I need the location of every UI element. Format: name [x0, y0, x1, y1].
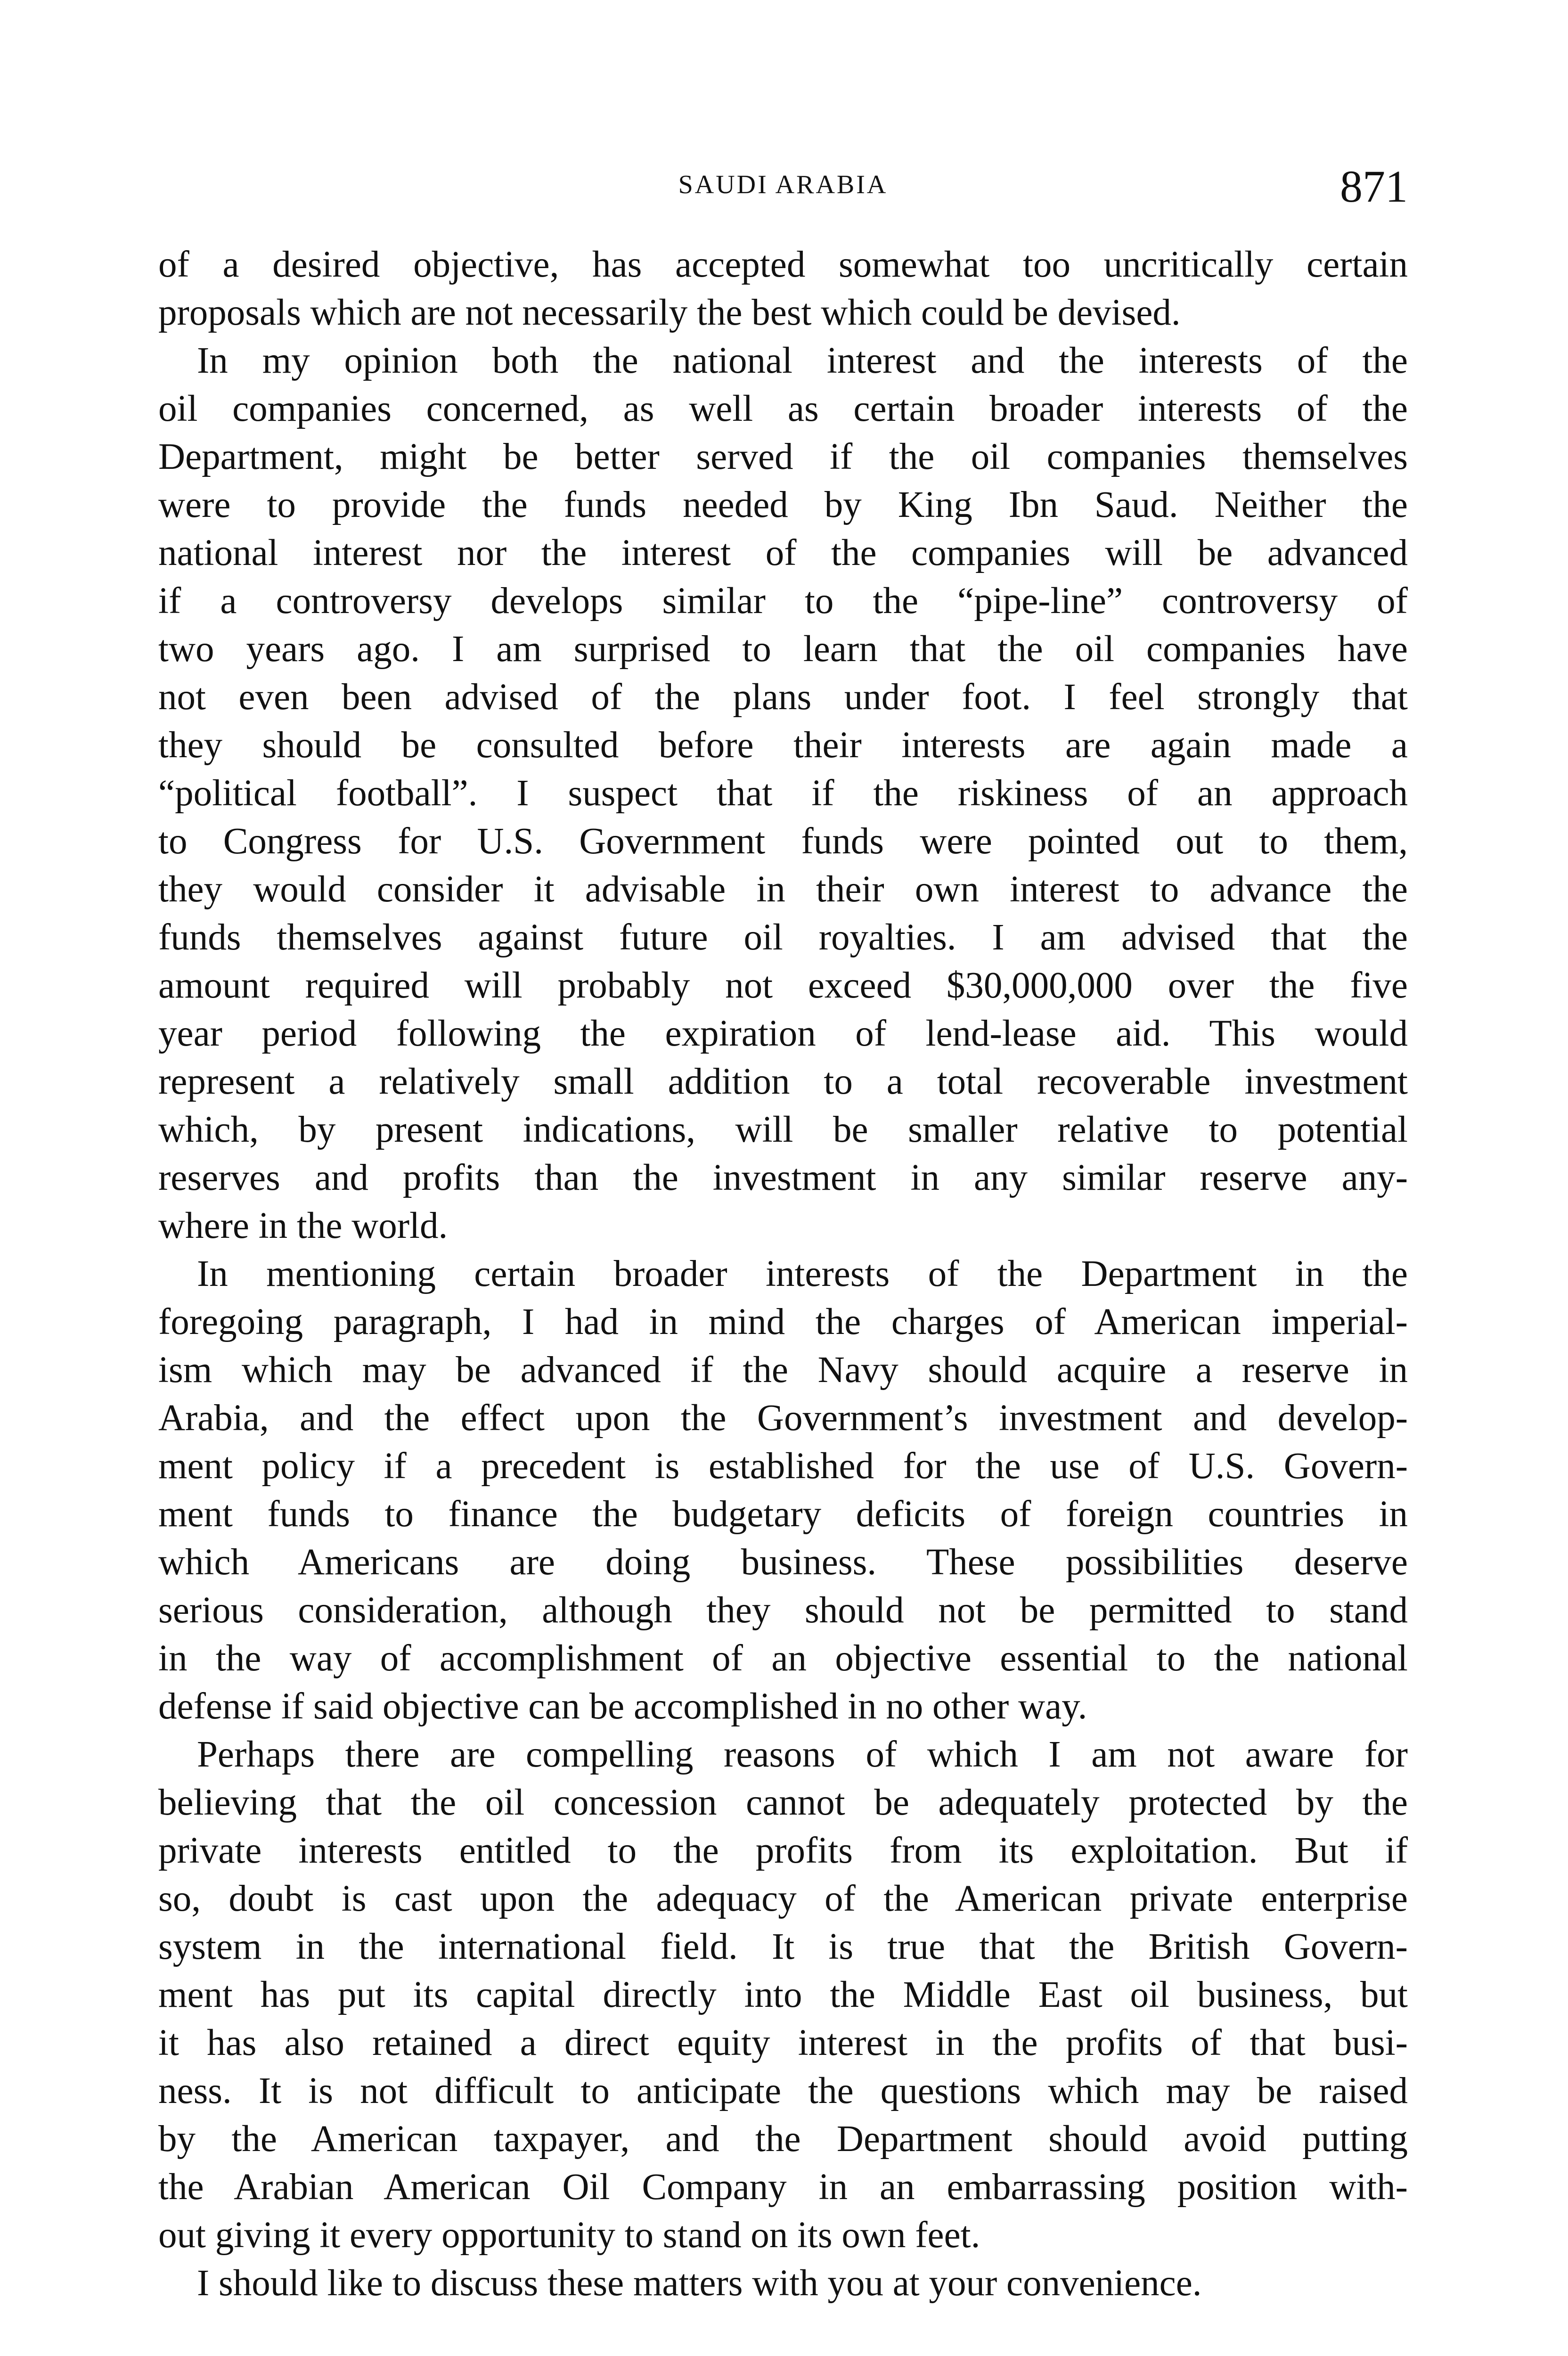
- page-number: 871: [1340, 161, 1408, 212]
- text-line: not even been advised of the plans under foot. I feel strongly that: [158, 677, 1408, 718]
- text-line: system in the international field. It is true that the British Govern-: [158, 1926, 1408, 1967]
- text-line: funds themselves against future oil royalties. I am advised that the: [158, 917, 1408, 958]
- text-line: of a desired objective, has accepted somewhat too uncritically certain: [158, 244, 1408, 285]
- paragraph: [158, 337, 1408, 1250]
- text-line: by the American taxpayer, and the Department should avoid putting: [158, 2119, 1408, 2160]
- text-line: I should like to discuss these matters with you at your convenience.: [197, 2263, 1202, 2304]
- text-line: so, doubt is cast upon the adequacy of the American private enterprise: [158, 1878, 1408, 1919]
- text-line: ment policy if a precedent is established for the use of U.S. Govern-: [158, 1446, 1408, 1487]
- paragraph: [158, 1731, 1408, 2259]
- text-line: believing that the oil concession cannot be adequately protected by the: [158, 1782, 1408, 1823]
- text-line: in the way of accomplishment of an objective essential to the national: [158, 1638, 1408, 1679]
- running-head-title: SAUDI ARABIA: [678, 170, 888, 199]
- text-line: which, by present indications, will be smaller relative to potential: [158, 1109, 1408, 1150]
- text-line: Department, might be better served if the oil companies themselves: [158, 436, 1408, 477]
- body-text: [158, 241, 1408, 2307]
- text-line: “political football”. I suspect that if the riskiness of an approach: [158, 773, 1408, 814]
- paragraph: [158, 2259, 1408, 2307]
- text-line: Perhaps there are compelling reasons of which I am not aware for: [197, 1734, 1408, 1775]
- text-line: year period following the expiration of lend-lease aid. This would: [158, 1013, 1408, 1054]
- text-line: ness. It is not difficult to anticipate the questions which may be raised: [158, 2070, 1408, 2111]
- running-head: [158, 160, 1408, 212]
- text-line: were to provide the funds needed by King Ibn Saud. Neither the: [158, 484, 1408, 525]
- text-line: In my opinion both the national interest and the interests of the: [197, 340, 1408, 381]
- text-line: In mentioning certain broader interests of the Department in the: [197, 1253, 1408, 1294]
- paragraph: [158, 241, 1408, 337]
- text-line: oil companies concerned, as well as certain broader interests of the: [158, 388, 1408, 429]
- paragraph: [158, 1250, 1408, 1731]
- text-line: where in the world.: [158, 1205, 448, 1246]
- text-line: it has also retained a direct equity interest in the profits of that busi-: [158, 2022, 1408, 2063]
- text-line: which Americans are doing business. These possibilities deserve: [158, 1542, 1408, 1583]
- text-line: amount required will probably not exceed $30,000,000 over the five: [158, 965, 1408, 1006]
- text-line: reserves and profits than the investment in any similar reserve any-: [158, 1157, 1408, 1198]
- text-line: ment has put its capital directly into the Middle East oil business, but: [158, 1974, 1408, 2015]
- text-line: private interests entitled to the profits from its exploitation. But if: [158, 1830, 1408, 1871]
- text-line: Arabia, and the effect upon the Government’s investment and develop-: [158, 1398, 1408, 1439]
- text-line: defense if said objective can be accomplished in no other way.: [158, 1686, 1087, 1727]
- text-line: national interest nor the interest of the companies will be advanced: [158, 532, 1408, 573]
- text-line: represent a relatively small addition to a total recoverable investment: [158, 1061, 1408, 1102]
- text-line: foregoing paragraph, I had in mind the charges of American imperial-: [158, 1301, 1408, 1342]
- text-line: two years ago. I am surprised to learn that the oil companies have: [158, 629, 1408, 670]
- text-line: they should be consulted before their interests are again made a: [158, 725, 1408, 766]
- text-line: ism which may be advanced if the Navy should acquire a reserve in: [158, 1350, 1408, 1391]
- text-line: proposals which are not necessarily the best which could be devised.: [158, 292, 1181, 333]
- text-line: ment funds to finance the budgetary deficits of foreign countries in: [158, 1494, 1408, 1535]
- text-line: they would consider it advisable in their own interest to advance the: [158, 869, 1408, 910]
- text-line: the Arabian American Oil Company in an embarrassing position with-: [158, 2167, 1408, 2208]
- text-line: out giving it every opportunity to stand on its own feet.: [158, 2215, 980, 2256]
- text-line: if a controversy develops similar to the “pipe-line” controversy of: [158, 581, 1408, 622]
- text-line: to Congress for U.S. Government funds were pointed out to them,: [158, 821, 1408, 862]
- text-line: serious consideration, although they should not be permitted to stand: [158, 1590, 1408, 1631]
